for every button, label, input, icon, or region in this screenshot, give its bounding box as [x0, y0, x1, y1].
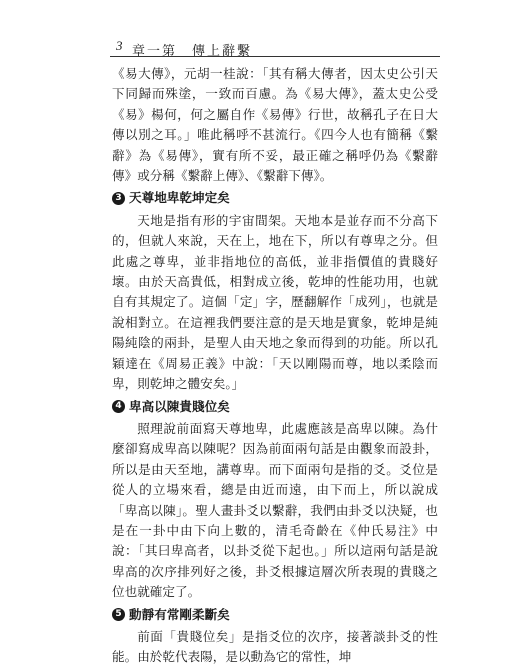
section-heading [112, 605, 438, 625]
header-rule [110, 56, 440, 57]
paragraph: 《易大傳》，元胡一桂說：「其有稱大傳者，因太史公引天下同歸而殊塗，一致而百慮。為《易大傳》，蓋太史公受《易》楊何，何之屬自作《易傳》行世，故稱孔子在日大傳以別之耳。」唯此稱呼不甚流行。《四今人也有簡稱《繫辭》為《易傳》，實有所不妥，最正確之稱呼仍為《繫辭傳》或分稱《繫辭上傳》、《繫辭下傳》。 [112, 66, 438, 184]
section-heading [112, 188, 438, 208]
section-title: 天尊地卑乾坤定矣 [129, 190, 230, 206]
section-number-icon: 5 [112, 608, 125, 621]
section-heading [112, 397, 438, 417]
paragraph: 天地是指有形的宇宙間架。天地本是並存而不分高下的，但就人來說，天在上，地在下，所以有尊卑之分。但此處之尊卑，並非指地位的高低，並非指價值的貴賤好壞。由於天高貴低，相對成立後，乾坤的性能功用，也就自有其規定了。這個「定」字，歷翻解作「成列」，也就是說相對立。在這裡我們要注意的是天地是實象，乾坤是純陽純陰的兩卦，是聖人由天地之象而得到的功能。所以孔穎達在《周易正義》中說：「天以剛陽而尊，地以柔陰而卑，則乾坤之體安矣。」 [112, 212, 438, 392]
paragraph: 照理說前面寫天尊地卑，此處應該是高卑以陳。為什麼卻寫成卑高以陳呢？因為前面兩句話是由觀象而設卦，所以是由天至地，講尊卑。而下面兩句是指的爻。爻位是從人的立場來看，總是由近而遠，由下而上，所以說成「卑高以陳」。聖人畫卦爻以繫辭，我們由卦爻以決疑，也是在一卦中由下向上數的，清毛奇齡在《仲氏易注》中說：「其曰卑高者，以卦爻從下起也。」所以這兩句話是說卑高的次序排列好之後，卦爻根據這層次所表現的貴賤之位也就確定了。 [112, 420, 438, 600]
section-title: 動靜有常剛柔斷矣 [129, 606, 230, 622]
body-text [112, 64, 438, 665]
page-number: 3 [116, 38, 123, 53]
paragraph: 前面「貴賤位矣」是指爻位的次序，接著談卦爻的性能。由於乾代表陽，是以動為它的常性，坤 [112, 628, 438, 665]
section-number-icon: 3 [112, 192, 125, 205]
running-header: 章一第 傳上辭繫 [132, 44, 253, 59]
section-number-icon: 4 [112, 400, 125, 413]
section-title: 卑高以陳貴賤位矣 [129, 398, 230, 414]
